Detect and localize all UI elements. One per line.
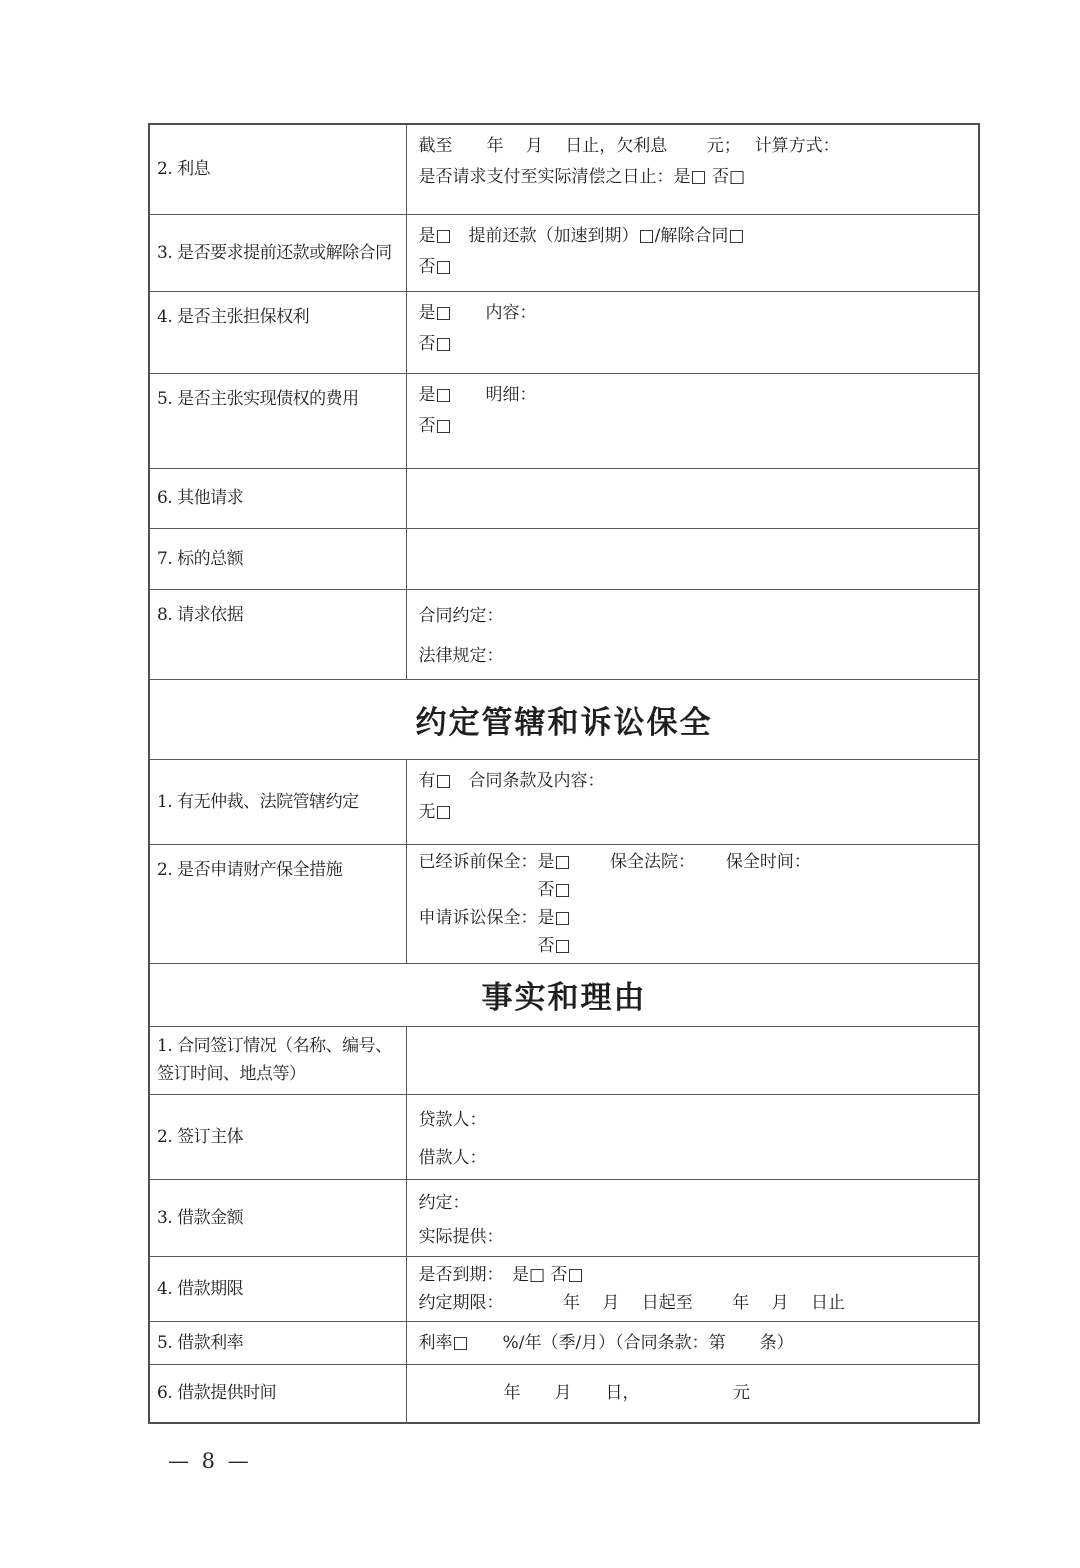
field-label: 4. 借款期限 <box>149 1256 406 1321</box>
form-blank-line: 否□ <box>418 935 571 956</box>
form-blank-line: 年 月 日， 元 <box>418 1382 750 1403</box>
page-number: — 8 — <box>168 1449 252 1473</box>
field-content <box>406 1256 979 1321</box>
form-blank-line: 实际提供： <box>418 1226 504 1247</box>
field-content <box>406 528 979 589</box>
field-label: 3. 借款金额 <box>149 1179 406 1256</box>
field-label: 1. 有无仲裁、法院管辖约定 <box>149 759 406 844</box>
form-blank-line: 是□ 明细： <box>418 384 537 405</box>
form-blank-line: 利率□ %/年（季/月）（合同条款：第 条） <box>418 1332 794 1353</box>
table-row-total-amount <box>149 528 979 589</box>
section-row-jurisdiction <box>149 679 979 759</box>
form-blank-line: 有□ 合同条款及内容： <box>418 770 605 791</box>
table-row-debt-realization-costs <box>149 373 979 468</box>
field-label: 1. 合同签订情况（名称、编号、 签订时间、地点等） <box>149 1026 406 1094</box>
field-label: 2. 是否申请财产保全措施 <box>149 844 406 963</box>
field-label: 5. 借款利率 <box>149 1321 406 1364</box>
section-header: 事实和理由 <box>149 963 979 1026</box>
form-blank-line: 否□ <box>418 415 452 436</box>
form-blank-line: 是否请求支付至实际清偿之日止：是□ 否□ <box>418 167 746 187</box>
table-row-arbitration-agreement <box>149 759 979 844</box>
field-content <box>406 468 979 528</box>
form-blank-line: 是□ 内容： <box>418 302 537 323</box>
field-content <box>406 1094 979 1179</box>
field-content <box>406 124 979 214</box>
table-row-claim-basis <box>149 589 979 679</box>
table-row-loan-amount <box>149 1179 979 1256</box>
field-label: 5. 是否主张实现债权的费用 <box>149 373 406 468</box>
section-header: 约定管辖和诉讼保全 <box>149 679 979 759</box>
field-label: 4. 是否主张担保权利 <box>149 291 406 373</box>
field-content <box>406 1026 979 1094</box>
field-content <box>406 844 979 963</box>
field-content <box>406 1364 979 1423</box>
table-row-loan-term <box>149 1256 979 1321</box>
table-row-signing-parties <box>149 1094 979 1179</box>
form-blank-line: 否□ <box>418 879 571 900</box>
table-row-loan-rate <box>149 1321 979 1364</box>
table-row-other-requests <box>149 468 979 528</box>
field-content <box>406 1179 979 1256</box>
field-content <box>406 291 979 373</box>
field-content <box>406 373 979 468</box>
form-blank-line: 无□ <box>418 801 452 822</box>
form-blank-line: 借款人： <box>418 1147 487 1168</box>
form-blank-line: 约定： <box>418 1192 470 1213</box>
field-content <box>406 1321 979 1364</box>
form-blank-line: 是□ 提前还款（加速到期）□/解除合同□ <box>418 225 745 246</box>
field-label: 2. 利息 <box>149 124 406 214</box>
field-label: 8. 请求依据 <box>149 589 406 679</box>
field-content <box>406 759 979 844</box>
form-blank-line: 截至 年 月 日止，欠利息 元； 计算方式： <box>418 136 840 156</box>
field-label: 6. 其他请求 <box>149 468 406 528</box>
table-row-early-repayment <box>149 214 979 291</box>
form-blank-line: 约定期限： 年 月 日起至 年 月 日止 <box>418 1292 846 1313</box>
table-row-loan-provision-time <box>149 1364 979 1423</box>
form-blank-line: 合同约定： <box>418 605 504 626</box>
form-blank-line: 否□ <box>418 333 452 354</box>
table-row-guarantee-rights <box>149 291 979 373</box>
form-blank-line: 法律规定： <box>418 645 504 666</box>
form-blank-line: 贷款人： <box>418 1109 487 1130</box>
field-content <box>406 214 979 291</box>
field-label: 3. 是否要求提前还款或解除合同 <box>149 214 406 291</box>
form-blank-line: 是否到期： 是□ 否□ <box>418 1264 584 1285</box>
field-label: 2. 签订主体 <box>149 1094 406 1179</box>
field-content <box>406 589 979 679</box>
loan-dispute-form-table <box>148 123 980 1424</box>
table-row-contract-signing <box>149 1026 979 1094</box>
field-label: 6. 借款提供时间 <box>149 1364 406 1423</box>
table-row-property-preservation <box>149 844 979 963</box>
section-row-facts-and-reasons <box>149 963 979 1026</box>
form-blank-line: 否□ <box>418 256 452 277</box>
table-row-interest <box>149 124 979 214</box>
form-blank-line: 申请诉讼保全：是□ <box>418 907 571 928</box>
field-label: 7. 标的总额 <box>149 528 406 589</box>
form-blank-line: 已经诉前保全：是□ 保全法院： 保全时间： <box>418 851 811 872</box>
